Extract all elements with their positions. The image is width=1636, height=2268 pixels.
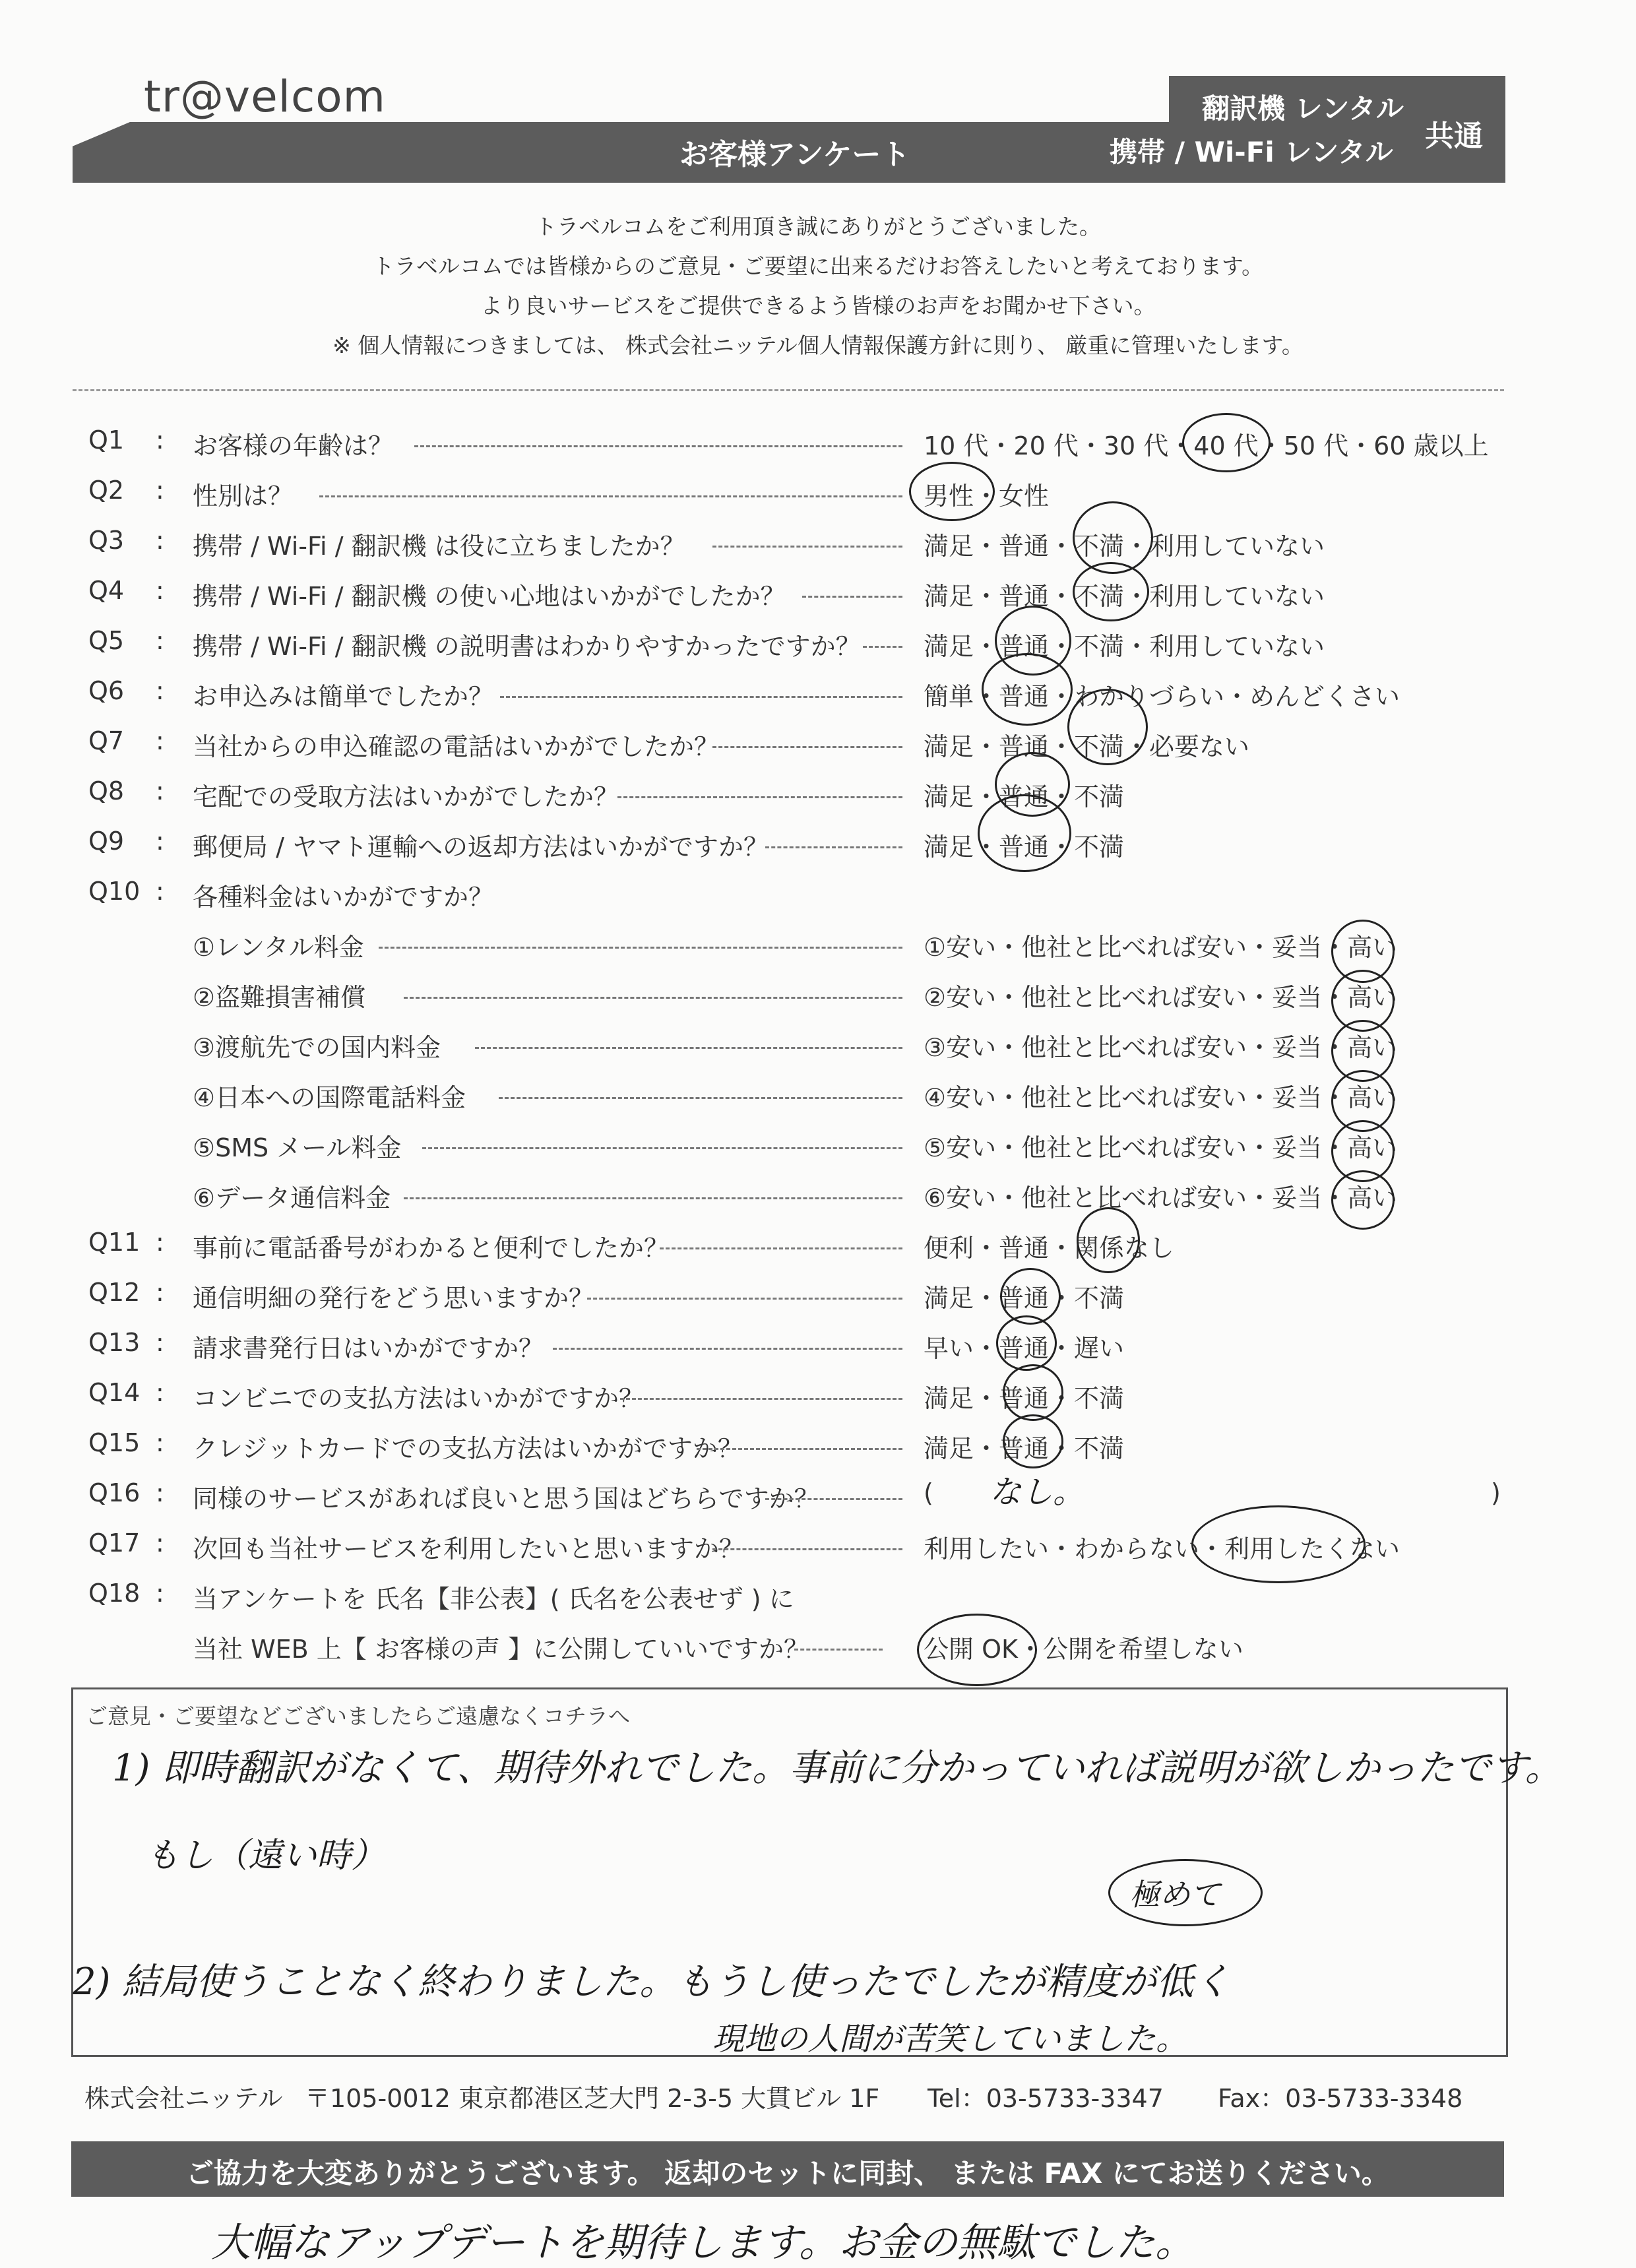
question-colon: : xyxy=(156,1528,164,1558)
answer-options[interactable]: 簡単・普通・わかりづらい・めんどくさい xyxy=(924,682,1400,711)
leader-line xyxy=(620,1398,902,1400)
handwritten-bottom-note: 大幅なアップデートを期待します。お金の無駄でした。 xyxy=(211,2220,1195,2266)
leader-line xyxy=(404,997,902,999)
question-row-q14 xyxy=(0,1378,1636,1418)
question-text: 通信明細の発行をどう思いますか？ xyxy=(193,1284,594,1313)
answer-options[interactable]: 満足・普通・不満 xyxy=(924,833,1125,862)
question-row-q18 xyxy=(0,1579,1636,1618)
comment-annotation: 極めて xyxy=(1129,1877,1220,1912)
answer-paren-open: ( xyxy=(924,1478,933,1507)
selection-circle-q18 xyxy=(917,1614,1037,1686)
question-number: Q3 xyxy=(88,526,125,555)
leader-line xyxy=(712,546,902,548)
question-text: 請求書発行日はいかがですか？ xyxy=(193,1334,544,1363)
answer-options[interactable]: ⑥安い・他社と比べれば安い・妥当・高い xyxy=(924,1183,1398,1213)
question-number: Q2 xyxy=(88,476,125,505)
question-text: 性別は？ xyxy=(193,482,294,511)
question-number: Q5 xyxy=(88,626,125,655)
question-colon: : xyxy=(156,1478,164,1507)
question-colon: : xyxy=(156,877,164,906)
fee-label: ②盗難損害補償 xyxy=(193,983,366,1012)
question-colon: : xyxy=(156,676,164,705)
intro-line-1: トラベルコムをご利用頂き誠にありがとうございました。 xyxy=(535,214,1101,239)
handwritten-country-answer[interactable]: なし。 xyxy=(990,1474,1085,1511)
question-colon: : xyxy=(156,726,164,755)
question-row-q2 xyxy=(0,476,1636,515)
privacy-notice: ※ 個人情報につきましては、 株式会社ニッテル個人情報保護方針に則り、 厳重に管理いたします。 xyxy=(332,332,1304,358)
fee-label: ⑥データ通信料金 xyxy=(193,1183,391,1213)
leader-line xyxy=(765,1498,902,1500)
question-number: Q1 xyxy=(88,425,125,455)
company-name: 株式会社ニッテル xyxy=(84,2084,283,2113)
question-number: Q10 xyxy=(88,877,141,906)
answer-options[interactable]: 満足・普通・不満 xyxy=(924,782,1125,811)
answer-options[interactable]: 便利・普通・関係なし xyxy=(924,1234,1175,1263)
question-number: Q11 xyxy=(88,1228,141,1257)
selection-circle-q15 xyxy=(1003,1414,1063,1468)
comment-line-4: 現地の人間が苦笑していました。 xyxy=(712,2021,1188,2058)
question-number: Q13 xyxy=(88,1328,141,1357)
question-number: Q9 xyxy=(88,827,125,856)
question-number: Q18 xyxy=(88,1579,141,1608)
question-number: Q8 xyxy=(88,776,125,805)
leader-line xyxy=(319,495,902,497)
question-colon: : xyxy=(156,776,164,805)
question-row-q3 xyxy=(0,526,1636,565)
selection-circle-q1 xyxy=(1182,413,1271,472)
leader-line xyxy=(765,846,902,848)
question-text: 当社 WEB 上【 お客様の声 】に公開していいですか？ xyxy=(193,1635,809,1664)
travelcom-logo: tr@velcom xyxy=(144,71,386,122)
question-text: 事前に電話番号がわかると便利でしたか？ xyxy=(193,1234,670,1263)
question-row-q18-line2 xyxy=(0,1629,1636,1668)
answer-options[interactable]: 満足・普通・不満・利用していない xyxy=(924,532,1325,561)
service-wifi-rental: 携帯 / Wi-Fi レンタル xyxy=(1110,136,1393,168)
question-text: お客様の年齢は？ xyxy=(193,431,394,460)
question-colon: : xyxy=(156,1278,164,1307)
leader-line xyxy=(587,1298,902,1300)
comment-line-2: もし（遠い時） xyxy=(145,1836,386,1875)
question-row-q10 xyxy=(0,877,1636,916)
question-number: Q4 xyxy=(88,576,125,605)
answer-options[interactable]: 満足・普通・不満 xyxy=(924,1434,1125,1463)
comment-line-1: 1) 即時翻訳がなくて、期待外れでした。事前に分かっていれば説明が欲しかったです。 xyxy=(112,1747,1562,1790)
answer-options[interactable]: 満足・普通・不満・必要ない xyxy=(924,732,1250,761)
leader-line xyxy=(553,1348,902,1350)
selection-circle-q17 xyxy=(1191,1505,1366,1583)
answer-options[interactable]: 公開 OK・公開を希望しない xyxy=(924,1635,1243,1664)
question-text: 当アンケートを 氏名【非公表】( 氏名を公表せず ) に xyxy=(193,1585,794,1614)
question-text: 宅配での受取方法はいかがでしたか？ xyxy=(193,782,619,811)
question-text: 当社からの申込確認の電話はいかがでしたか？ xyxy=(193,732,720,761)
leader-line xyxy=(475,1047,902,1049)
fee-label: ⑤SMS メール料金 xyxy=(193,1133,402,1162)
leader-line xyxy=(802,596,902,598)
answer-options[interactable]: 満足・普通・不満・利用していない xyxy=(924,632,1325,661)
answer-options[interactable]: ①安い・他社と比べれば安い・妥当・高い xyxy=(924,933,1398,962)
question-colon: : xyxy=(156,425,164,455)
question-number: Q14 xyxy=(88,1378,141,1407)
divider xyxy=(73,389,1504,391)
question-text: 郵便局 / ヤマト運輸への返却方法はいかがですか？ xyxy=(193,833,769,862)
answer-options[interactable]: 10 代・20 代・30 代・40 代・50 代・60 歳以上 xyxy=(924,431,1489,460)
question-text: 各種料金はいかがですか？ xyxy=(193,883,494,912)
question-row-q1 xyxy=(0,425,1636,465)
leader-line xyxy=(617,796,902,798)
question-row-q9 xyxy=(0,827,1636,866)
fee-label: ①レンタル料金 xyxy=(193,933,364,962)
service-common-label: 共通 xyxy=(1425,119,1483,153)
question-text: コンビニでの支払方法はいかがですか？ xyxy=(193,1384,645,1413)
answer-options[interactable]: 満足・普通・不満・利用していない xyxy=(924,582,1325,611)
leader-line xyxy=(660,1247,902,1249)
question-row-q6 xyxy=(0,676,1636,716)
answer-options[interactable]: ②安い・他社と比べれば安い・妥当・高い xyxy=(924,983,1398,1012)
question-row-q7 xyxy=(0,726,1636,766)
question-text: 携帯 / Wi-Fi / 翻訳機 は役に立ちましたか？ xyxy=(193,532,685,561)
company-fax: Fax：03-5733-3348 xyxy=(1218,2084,1463,2113)
leader-line xyxy=(794,1649,883,1651)
selection-circle-q6 xyxy=(982,653,1073,726)
question-colon: : xyxy=(156,526,164,555)
leader-line xyxy=(404,1197,902,1199)
answer-options[interactable]: ⑤安い・他社と比べれば安い・妥当・高い xyxy=(924,1133,1398,1162)
question-colon: : xyxy=(156,476,164,505)
question-row-q17 xyxy=(0,1528,1636,1568)
answer-options[interactable]: 満足・普通・不満 xyxy=(924,1284,1125,1313)
selection-circle-q11 xyxy=(1077,1207,1140,1273)
selection-circle-q4 xyxy=(1073,562,1149,621)
leader-line xyxy=(712,746,902,748)
question-text: クレジットカードでの支払方法はいかがですか？ xyxy=(193,1434,743,1463)
company-tel: Tel：03-5733-3347 xyxy=(928,2084,1164,2113)
comment-label: ご意見・ご要望などございましたらご遠慮なくコチラへ xyxy=(86,1703,630,1729)
selection-circle-q2 xyxy=(909,462,995,521)
fee-label: ④日本への国際電話料金 xyxy=(193,1083,466,1112)
selection-circle-q7 xyxy=(1067,689,1148,765)
selection-circle-q13 xyxy=(996,1315,1057,1371)
leader-line xyxy=(422,1147,902,1149)
leader-line xyxy=(500,696,902,698)
leader-line xyxy=(414,445,902,447)
question-row-q15 xyxy=(0,1428,1636,1468)
survey-title: お客様アンケート xyxy=(679,138,910,172)
question-colon: : xyxy=(156,1328,164,1357)
question-colon: : xyxy=(156,576,164,605)
question-colon: : xyxy=(156,626,164,655)
question-number: Q17 xyxy=(88,1528,141,1558)
leader-line xyxy=(712,1548,902,1550)
answer-options[interactable]: 早い・普通・遅い xyxy=(924,1334,1125,1363)
question-number: Q7 xyxy=(88,726,125,755)
answer-options[interactable]: 満足・普通・不満 xyxy=(924,1384,1125,1413)
question-row-q11 xyxy=(0,1228,1636,1267)
thanks-message: ご協力を大変ありがとうございます。 返却のセットに同封、 または FAX にてお送りください。 xyxy=(186,2157,1389,2189)
answer-paren-close: ) xyxy=(1491,1478,1501,1507)
answer-options[interactable]: ③安い・他社と比べれば安い・妥当・高い xyxy=(924,1033,1398,1062)
question-text: 同様のサービスがあれば良いと思う国はどちらですか？ xyxy=(193,1484,819,1513)
question-row-q5 xyxy=(0,626,1636,666)
leader-line xyxy=(863,646,902,648)
question-colon: : xyxy=(156,1228,164,1257)
question-colon: : xyxy=(156,1378,164,1407)
answer-options[interactable]: 男性・女性 xyxy=(924,482,1050,511)
leader-line xyxy=(499,1097,902,1099)
question-text: 携帯 / Wi-Fi / 翻訳機 の説明書はわかりやすかったですか？ xyxy=(193,632,861,661)
question-text: お申込みは簡単でしたか？ xyxy=(193,682,494,711)
question-number: Q6 xyxy=(88,676,125,705)
question-row-q16 xyxy=(0,1474,1636,1518)
leader-line xyxy=(697,1448,902,1450)
intro-line-3: より良いサービスをご提供できるよう皆様のお声をお聞かせ下さい。 xyxy=(480,293,1156,319)
question-text: 次回も当社サービスを利用したいと思いますか？ xyxy=(193,1534,745,1563)
question-number: Q12 xyxy=(88,1278,141,1307)
question-colon: : xyxy=(156,1428,164,1457)
selection-circle-fee6 xyxy=(1331,1170,1395,1230)
selection-circle-q14 xyxy=(1003,1364,1063,1421)
question-number: Q15 xyxy=(88,1428,141,1457)
question-text: 携帯 / Wi-Fi / 翻訳機 の使い心地はいかがでしたか？ xyxy=(193,582,786,611)
question-colon: : xyxy=(156,827,164,856)
service-translator-rental: 翻訳機 レンタル xyxy=(1202,92,1404,125)
answer-options[interactable]: ④安い・他社と比べれば安い・妥当・高い xyxy=(924,1083,1398,1112)
answer-options[interactable]: 利用したい・わからない・利用したくない xyxy=(924,1534,1400,1563)
question-row-q8 xyxy=(0,776,1636,816)
comment-line-3: 2) 結局使うことなく終わりました。もうし使ったでしたが精度が低く xyxy=(73,1961,1231,2003)
intro-line-2: トラベルコムでは皆様からのご意見・ご要望に出来るだけお答えしたいと考えております。 xyxy=(372,253,1264,279)
company-address: 〒105-0012 東京都港区芝大門 2-3-5 大貫ビル 1F xyxy=(305,2084,880,2113)
question-row-q4 xyxy=(0,576,1636,615)
question-row-q13 xyxy=(0,1328,1636,1368)
question-row-q12 xyxy=(0,1278,1636,1317)
leader-line xyxy=(379,947,902,949)
selection-circle-q9 xyxy=(978,794,1071,872)
question-colon: : xyxy=(156,1579,164,1608)
fee-label: ③渡航先での国内料金 xyxy=(193,1033,441,1062)
question-number: Q16 xyxy=(88,1478,141,1507)
